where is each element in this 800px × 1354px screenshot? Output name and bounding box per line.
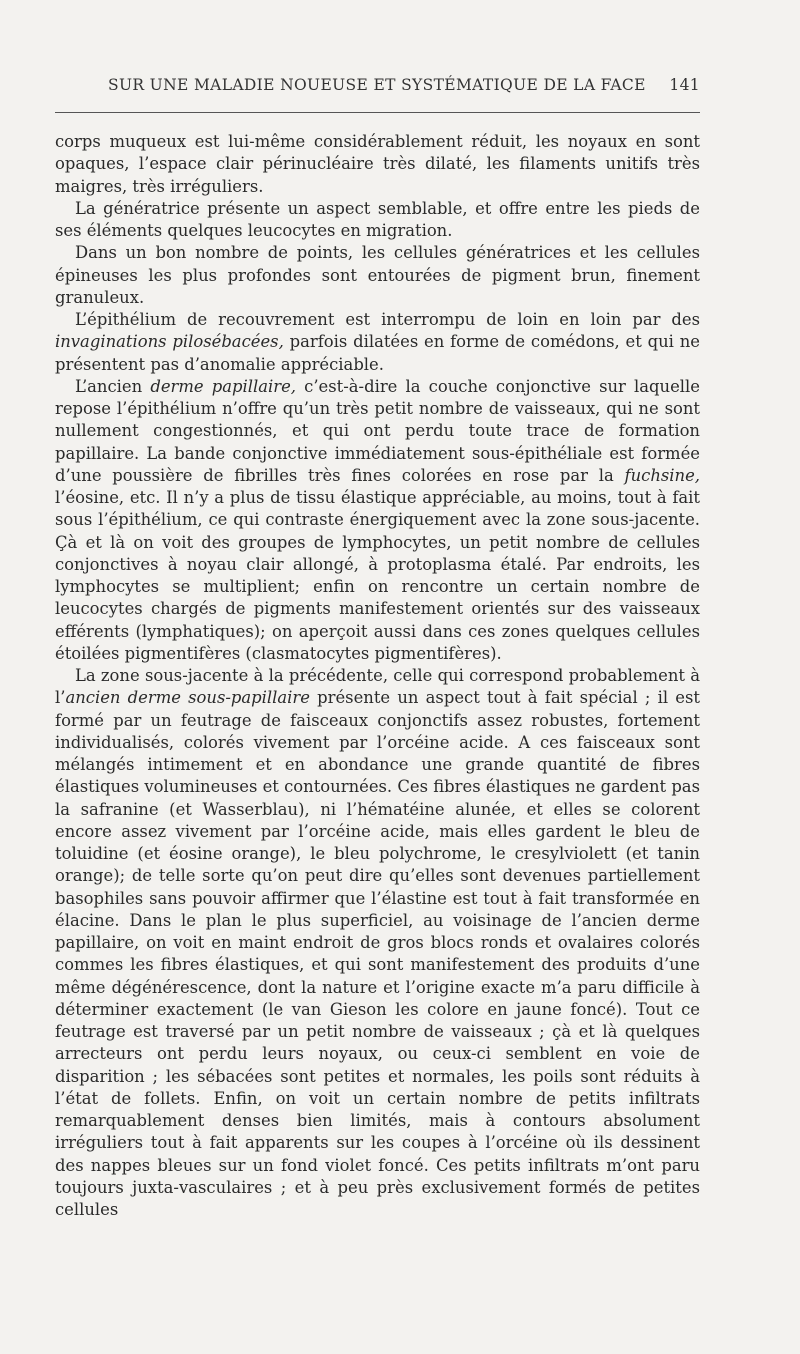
text-run: L’épithélium de recouvrement est interrompu de loin en loin par des [75, 310, 700, 329]
paragraph [55, 309, 700, 376]
paragraph [55, 376, 700, 665]
text-run: corps muqueux est lui-même considérablement réduit, les noyaux en sont opaques, l’espace clair périnucléaire très dilaté, les filaments unitifs très maigres, très irréguliers. [55, 132, 700, 196]
italic-text: derme papillaire, [150, 376, 296, 396]
text-run: c’est-à-dire la couche conjonctive sur laquelle repose l’épithélium n’offre qu’un très petit nombre de vaisseaux, qui ne sont nullement congestionnés, et qui ont perdu toute trace de formation papillaire. La bande conjonctive immédiatement sous-épithéliale est formée d’une poussière de fibrilles très fines colorées en rose par la [55, 376, 700, 485]
paragraph [55, 131, 700, 198]
text-run: présente un aspect tout à fait spécial ; il est formé par un feutrage de faisceaux conjonctifs assez robustes, fortement individualisés, colorés vivement par l’orcéine acide. A ces faisceaux sont mélangés intimement et en abondance une grande quantité de fibres élastiques volumineuses et contournées. Ces fibres élastiques ne gardent pas la safranine (et Wasserblau), ni l’hématéine alunée, et elles se colorent encore assez vivement par l’orcéine acide, mais elles gardent le bleu de toluidine (et éosine orange), le bleu polychrome, le cresylviolett (et tanin orange); de telle sorte qu’on peut dire qu’elles sont devenues partiellement basophiles sans pouvoir affirmer que l’élastine est tout à fait transformée en élacine. Dans le plan le plus superficiel, au voisinage de l’ancien derme papillaire, on voit en maint endroit de gros blocs ronds et ovalaires colorés commes les fibres élastiques, et qui sont manifestement des produits d’une même dégénérescence, dont la nature et l’origine exacte m’a paru difficile à déterminer exactement (le van Gieson les colore en jaune foncé). Tout ce feutrage est traversé par un petit nombre de vaisseaux ; çà et là quelques arrecteurs ont perdu leurs noyaux, ou ceux-ci semblent en voie de disparition ; les sébacées sont petites et normales, les poils sont réduits à l’état de follets. Enfin, on voit un certain nombre de petits infiltrats remarquablement denses bien limités, mais à contours absolument irréguliers tout à fait apparents sur les coupes à l’orcéine où ils dessinent des nappes bleues sur un fond violet foncé. Ces petits infiltrats m’ont paru toujours juxta-vasculaires ; et à peu près exclusivement formés de petites cellules [55, 688, 700, 1219]
italic-text: fuchsine, [624, 465, 700, 485]
paragraph [55, 198, 700, 243]
running-header [108, 76, 700, 102]
body-text [55, 131, 700, 1221]
text-run: l’éosine, etc. Il n’y a plus de tissu élastique appréciable, au moins, tout à fait sous l’épithélium, ce qui contraste énergiquement avec la zone sous-jacente. Çà et là on voit des groupes de lymphocytes, un petit nombre de cellules conjonctives à noyau clair allongé, à protoplasma étalé. Par endroits, les lymphocytes se multiplient; enfin on rencontre un certain nombre de leucocytes chargés de pigments manifestement orientés sur des vaisseaux efférents (lymphatiques); on aperçoit aussi dans ces zones quelques cellules étoilées pigmentifères (clasmatocytes pigmentifères). [55, 488, 700, 663]
header-rule [55, 112, 700, 113]
text-run: Dans un bon nombre de points, les cellules génératrices et les cellules épineuses les plus profondes sont entourées de pigment brun, finement granuleux. [55, 243, 700, 307]
page-number: 141 [669, 76, 700, 94]
text-run: La génératrice présente un aspect semblable, et offre entre les pieds de ses éléments quelques leucocytes en migration. [55, 198, 700, 240]
text-run: L’ancien [75, 376, 151, 396]
running-title: SUR UNE MALADIE NOUEUSE ET SYSTÉMATIQUE DE LA FACE [108, 76, 646, 94]
italic-text: ancien derme sous-papillaire [65, 688, 310, 708]
paragraph [55, 242, 700, 309]
paragraph [55, 665, 700, 1221]
italic-text: invaginations pilosébacées, [55, 332, 284, 352]
text-run: La zone sous-jacente à la précédente, celle qui correspond probablement à l’ [55, 666, 700, 708]
text-run: parfois dilatées en forme de comédons, et qui ne présentent pas d’anomalie appréciable. [55, 332, 700, 374]
